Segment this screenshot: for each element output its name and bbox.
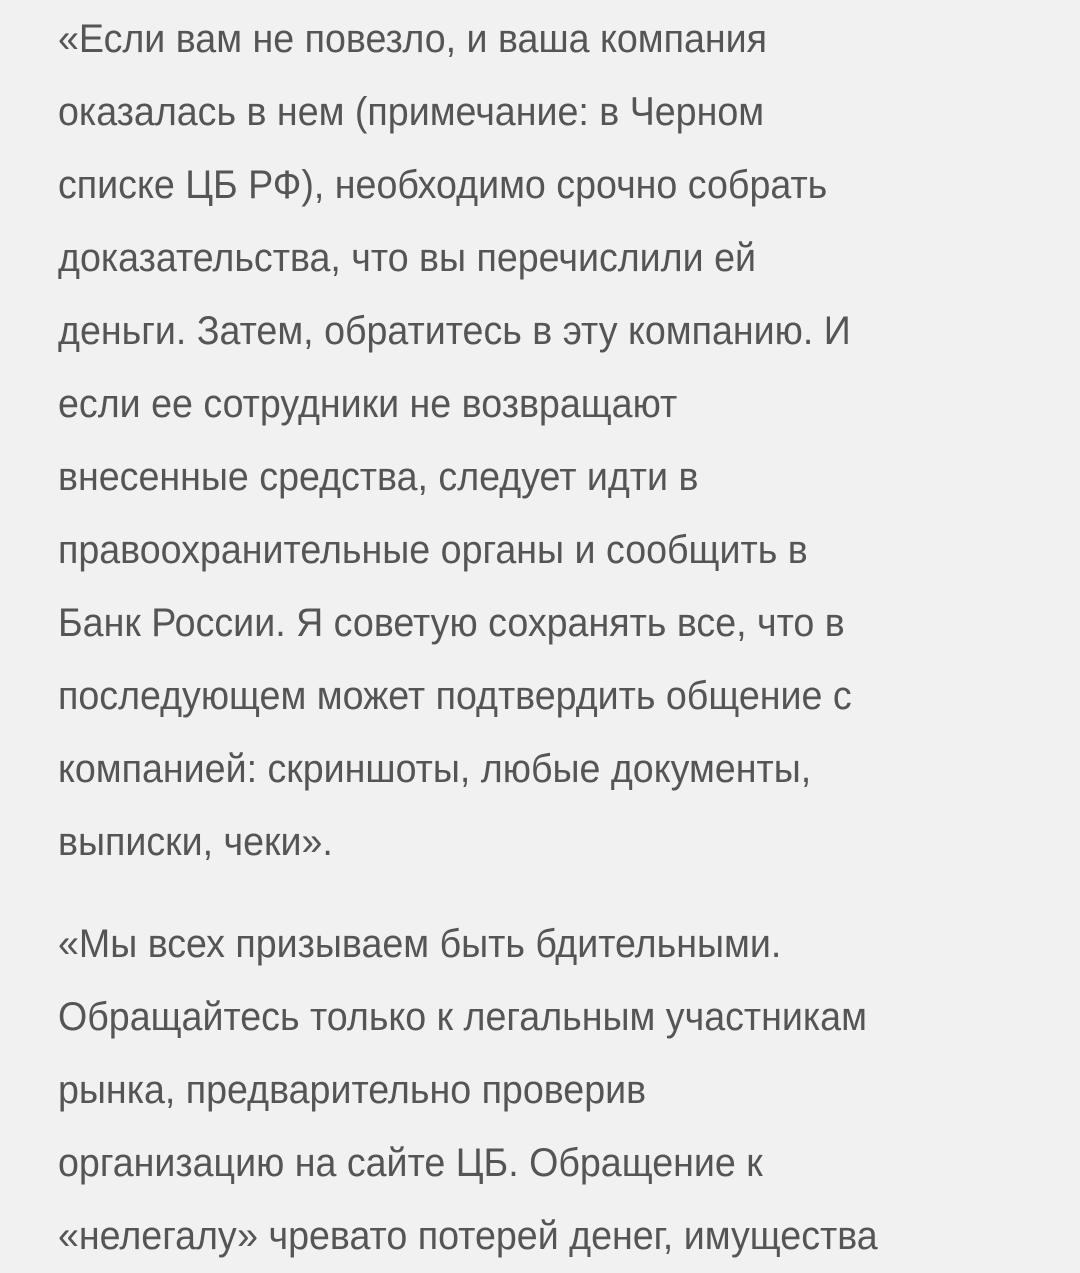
text-line: оказалась в нем (примечание: в Черном xyxy=(58,90,765,134)
text-line: «Мы всех призываем быть бдительными. xyxy=(58,922,782,966)
quote-paragraph xyxy=(58,908,930,1273)
text-line: выписки, чеки». xyxy=(58,820,333,864)
text-line: последующем может подтвердить общение с xyxy=(58,674,852,718)
text-line: доказательства, что вы перечислили ей xyxy=(58,236,756,280)
text-line: правоохранительные органы и сообщить в xyxy=(58,528,808,572)
text-line: списке ЦБ РФ), необходимо срочно собрать xyxy=(58,163,828,207)
quote-paragraph xyxy=(58,3,902,879)
text-line: если ее сотрудники не возвращают xyxy=(58,382,678,426)
text-line: «Если вам не повезло, и ваша компания xyxy=(58,17,768,61)
text-line: внесенные средства, следует идти в xyxy=(58,455,699,499)
text-line: деньги. Затем, обратитесь в эту компанию. И xyxy=(58,309,851,353)
text-line: «нелегалу» чревато потерей денег, имущества xyxy=(58,1214,878,1258)
text-line: Банк России. Я советую сохранять все, что в xyxy=(58,601,845,645)
text-line: рынка, предварительно проверив xyxy=(58,1068,647,1112)
text-line: компанией: скриншоты, любые документы, xyxy=(58,747,812,791)
text-line: организацию на сайте ЦБ. Обращение к xyxy=(58,1141,763,1185)
text-line: Обращайтесь только к легальным участникам xyxy=(58,995,867,1039)
